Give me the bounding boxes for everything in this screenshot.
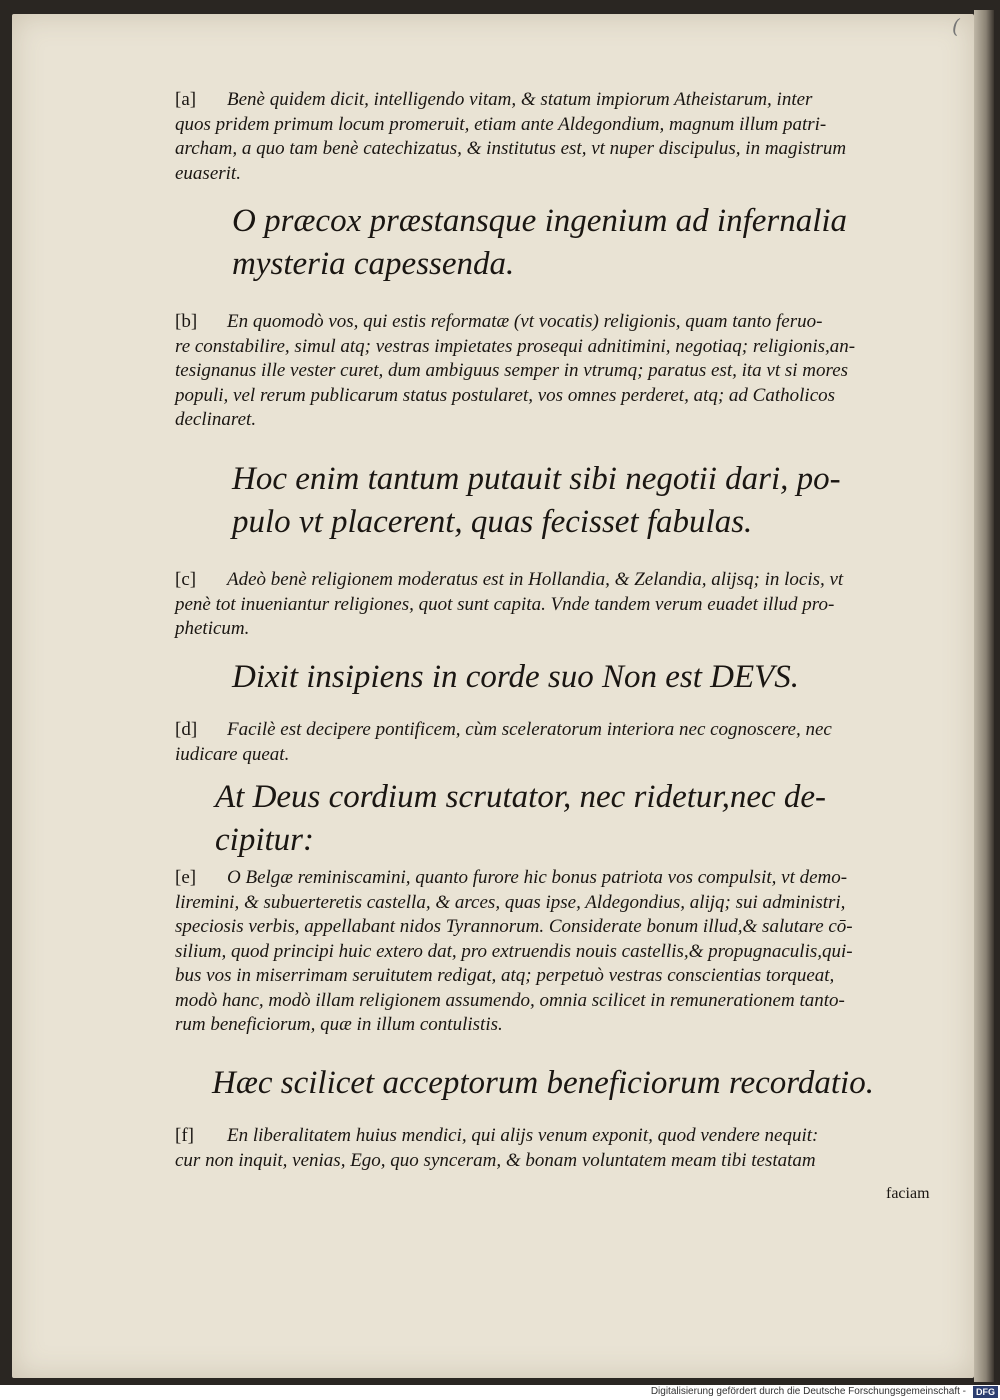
display-quote-4	[215, 776, 943, 862]
note-line: silium, quod principi huic extero dat, pro extruendis nouis castellis,& propugnaculis,qui-	[175, 940, 853, 962]
page-corner-mark: (	[952, 14, 960, 38]
page-edge	[974, 10, 994, 1382]
note-f	[175, 1124, 945, 1173]
note-line: liremini, & subuerteretis castella, & arces, quas ipse, Aldegondius, alijq; sui administri,	[175, 891, 846, 913]
note-line: speciosis verbis, appellabant nidos Tyrannorum. Considerate bonum illud,& salutare cō-	[175, 916, 853, 937]
quote-line: At Deus cordium scrutator, nec ridetur,nec de-	[215, 779, 826, 815]
note-line: pheticum.	[175, 618, 250, 639]
note-line: Facilè est decipere pontificem, cùm sceleratorum interiora nec cognoscere, nec	[227, 719, 832, 740]
quote-line: cipitur:	[215, 822, 314, 858]
note-marker: [a]	[175, 89, 197, 110]
quote-line: Hoc enim tantum putauit sibi negotii dari, po-	[232, 461, 841, 497]
dfg-logo: DFG	[973, 1386, 998, 1398]
note-line: modò hanc, modò illam religionem assumendo, omnia scilicet in remunerationem tanto-	[175, 989, 845, 1011]
quote-line: pulo vt placerent, quas fecisset fabulas.	[232, 504, 753, 540]
footer-credit: Digitalisierung gefördert durch die Deutsche Forschungsgemeinschaft -	[650, 1386, 966, 1397]
note-a	[175, 88, 945, 186]
note-marker: [e]	[175, 867, 197, 888]
note-line: En liberalitatem huius mendici, qui alijs venum exponit, quod vendere nequit:	[227, 1125, 819, 1146]
note-line: penè tot inueniantur religiones, quot sunt capita. Vnde tandem verum euadet illud pro-	[175, 593, 835, 615]
note-marker: [b]	[175, 311, 198, 332]
note-line: rum beneficiorum, quæ in illum contulistis.	[175, 1014, 503, 1035]
note-line: bus vos in miserrimam seruitutem redigat, atq; perpetuò vestras conscientias torqueat,	[175, 965, 835, 986]
note-marker: [d]	[175, 719, 198, 740]
quote-line: mysteria capessenda.	[232, 246, 515, 282]
note-line: tesignanus ille vester curet, dum ambiguus semper in vtrumq; paratus est, ita vt si mores	[175, 360, 849, 381]
note-line: archam, a quo tam benè catechizatus, & institutus est, vt nuper discipulus, in magistrum	[175, 138, 847, 159]
display-quote-5	[212, 1062, 947, 1105]
display-quote-3	[232, 656, 942, 699]
note-line: iudicare queat.	[175, 743, 290, 765]
note-line: euaserit.	[175, 162, 241, 184]
note-e	[175, 866, 945, 1038]
note-line: Adeò benè religionem moderatus est in Hollandia, & Zelandia, alijsq; in locis, vt	[227, 569, 844, 590]
digitization-footer	[0, 1385, 1000, 1400]
quote-line: Hæc scilicet acceptorum beneficiorum recordatio.	[212, 1065, 874, 1101]
display-quote-2	[232, 458, 942, 544]
note-line: populi, vel rerum publicarum status postularet, vos omnes perderet, atq; ad Catholicos	[175, 384, 836, 406]
note-line: Benè quidem dicit, intelligendo vitam, & statum impiorum Atheistarum, inter	[227, 89, 813, 110]
quote-line: O præcox præstansque ingenium ad infernalia	[232, 203, 848, 239]
note-b	[175, 310, 945, 433]
note-c	[175, 568, 945, 642]
catchword: faciam	[886, 1185, 930, 1202]
quote-line: Dixit insipiens in corde suo Non est DEVS.	[232, 659, 800, 695]
note-line: cur non inquit, venias, Ego, quo synceram, & bonam voluntatem meam tibi testatam	[175, 1149, 816, 1171]
note-marker: [f]	[175, 1125, 194, 1146]
note-line: declinaret.	[175, 409, 257, 430]
display-quote-1	[232, 200, 942, 286]
note-d	[175, 718, 945, 767]
note-line: re constabilire, simul atq; vestras impietates prosequi adnitimini, negotiaq; religionis,an-	[175, 335, 856, 357]
note-marker: [c]	[175, 569, 197, 590]
note-line: quos pridem primum locum promeruit, etiam ante Aldegondium, magnum illum patri-	[175, 113, 827, 135]
note-line: O Belgæ reminiscamini, quanto furore hic bonus patriota vos compulsit, vt demo-	[227, 867, 848, 888]
note-line: En quomodò vos, qui estis reformatæ (vt vocatis) religionis, quam tanto feruo-	[227, 311, 823, 332]
